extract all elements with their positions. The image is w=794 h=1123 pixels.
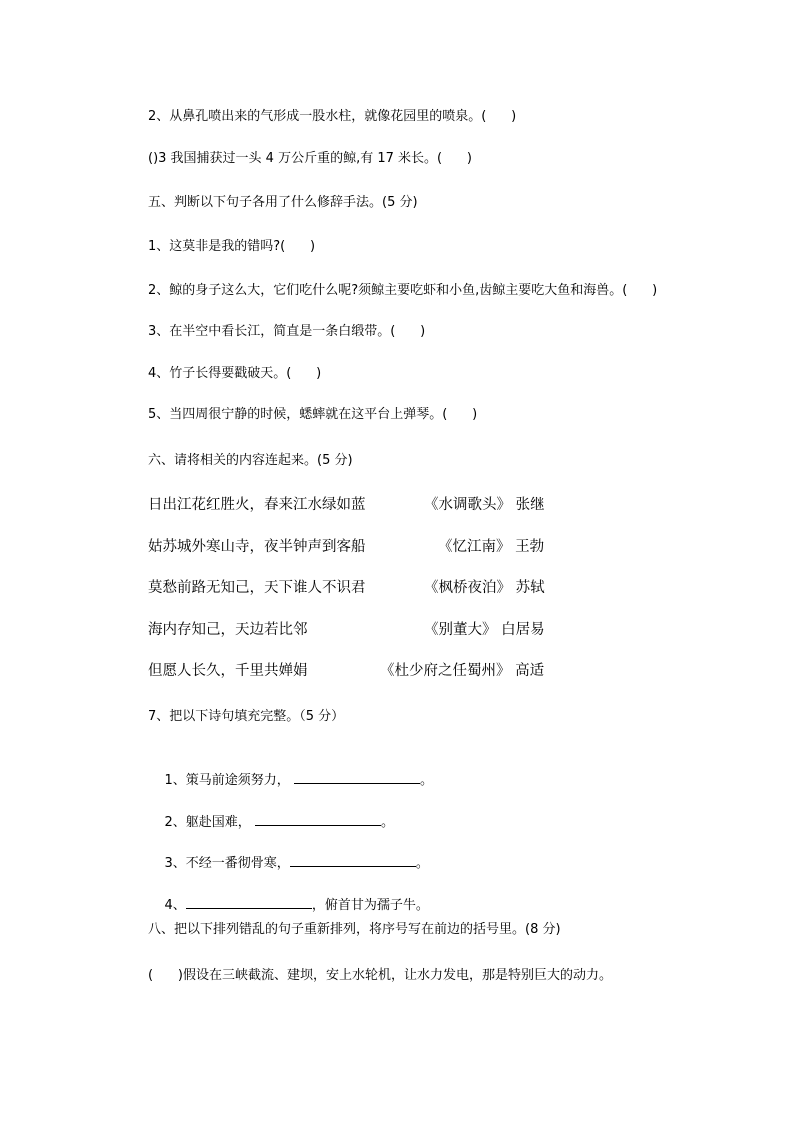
s7-item-4-suffix: ，俯首甘为孺子牛。 (311, 898, 429, 913)
s7-item-3-suffix: 。 (415, 856, 429, 871)
s7-item-1-suffix: 。 (419, 773, 433, 788)
s5-item-4: 4、竹子长得要戳破天。( ) (148, 366, 322, 381)
s5-item-5: 5、当四周很宁静的时候，蟋蟀就在这平台上弹琴。( ) (148, 407, 478, 422)
poem-source-1: 《水调歌头》 张继 (424, 497, 545, 513)
poem-line-2: 姑苏城外寒山寺，夜半钟声到客船 (148, 539, 366, 555)
section-8-title: 八、把以下排列错乱的句子重新排列，将序号写在前边的括号里。(8 分) (148, 922, 561, 937)
poem-source-2: 《忆江南》 王勃 (438, 539, 545, 555)
poem-source-5: 《杜少府之任蜀州》 高适 (380, 663, 545, 679)
s7-item-2-prefix: 2、躯赴国难， (164, 815, 255, 830)
s7-item-4-prefix: 4、 (164, 898, 186, 913)
poem-source-3: 《枫桥夜泊》 苏轼 (424, 580, 545, 596)
section-7-title: 7、把以下诗句填充完整。（5 分） (148, 709, 345, 724)
s5-item-3: 3、在半空中看长江，简直是一条白缎带。( ) (148, 324, 426, 339)
poem-line-3: 莫愁前路无知己，天下谁人不识君 (148, 580, 366, 596)
s7-answer-blank-4[interactable] (186, 895, 312, 909)
s7-item-1-prefix: 1、策马前途须努力， (164, 773, 294, 788)
s5-item-1: 1、这莫非是我的错吗?( ) (148, 239, 316, 254)
s5-item-2: 2、鲸的身子这么大，它们吃什么呢?须鲸主要吃虾和小鱼,齿鲸主要吃大鱼和海兽。( ) (148, 283, 658, 298)
poem-line-1: 日出江花红胜火，春来江水绿如蓝 (148, 497, 366, 513)
s7-answer-blank-1[interactable] (294, 770, 420, 784)
section-5-title: 五、判断以下句子各用了什么修辞手法。(5 分) (148, 195, 418, 210)
s7-item-2-suffix: 。 (380, 815, 394, 830)
poem-source-4: 《别董大》 白居易 (424, 622, 545, 638)
s7-answer-blank-2[interactable] (255, 812, 381, 826)
poem-line-4: 海内存知己，天边若比邻 (148, 622, 308, 638)
q4-item-3: ()3 我国捕获过一头 4 万公斤重的鲸,有 17 米长。( ) (148, 151, 472, 166)
section-6-title: 六、请将相关的内容连起来。(5 分) (148, 453, 353, 468)
s7-item-3-prefix: 3、不经一番彻骨寒， (164, 856, 290, 871)
poem-line-5: 但愿人长久，千里共婵娟 (148, 663, 308, 679)
q4-item-2: 2、从鼻孔喷出来的气形成一股水柱，就像花园里的喷泉。( ) (148, 109, 517, 124)
s7-answer-blank-3[interactable] (290, 853, 416, 867)
s8-item-1: ( )假设在三峡截流、建坝，安上水轮机，让水力发电，那是特别巨大的动力。 (148, 968, 612, 983)
